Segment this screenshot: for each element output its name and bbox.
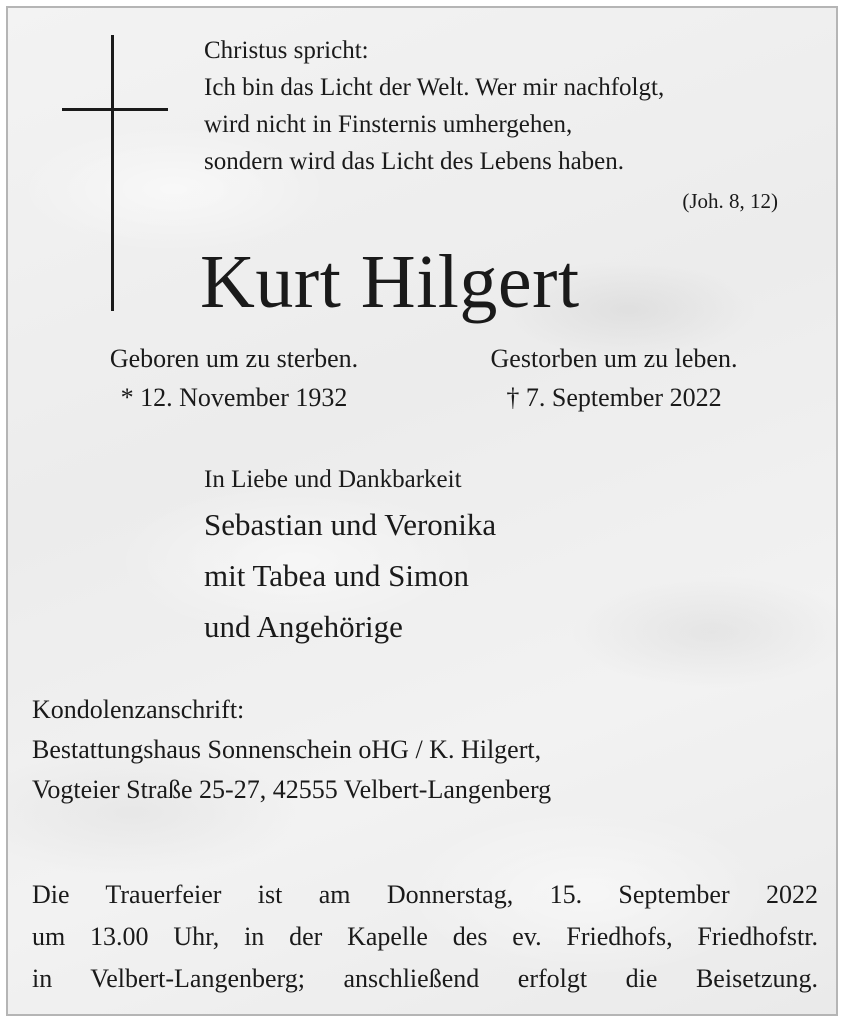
- verse-line: wird nicht in Finsternis umhergehen,: [204, 111, 573, 138]
- obituary-notice: [6, 6, 838, 1016]
- cross-horizontal-beam: [62, 108, 168, 111]
- condolence-line: Vogteier Straße 25-27, 42555 Velbert-Langenberg: [32, 775, 552, 804]
- verse-line: Ich bin das Licht der Welt. Wer mir nachfolgt,: [204, 74, 665, 101]
- deceased-name: Kurt Hilgert: [200, 240, 580, 324]
- ceremony-line: Die Trauerfeier ist am Donnerstag, 15. September 2022: [32, 880, 818, 909]
- ceremony-line: in Velbert-Langenberg; anschließend erfolgt die Beisetzung.: [32, 964, 818, 993]
- birth-block: [64, 339, 404, 417]
- funeral-ceremony-info: [32, 874, 818, 1000]
- condolence-address: [32, 690, 822, 810]
- mourners-line: Sebastian und Veronika: [204, 507, 497, 542]
- condolence-line: Bestattungshaus Sonnenschein oHG / K. Hilgert,: [32, 735, 542, 764]
- cross-icon: [62, 35, 168, 311]
- verse-line: Christus spricht:: [204, 37, 369, 64]
- death-motto: Gestorben um zu leben.: [490, 344, 738, 373]
- verse-reference: (Joh. 8, 12): [682, 189, 778, 213]
- mourners-block: [204, 461, 804, 652]
- verse-line: sondern wird das Licht des Lebens haben.: [204, 148, 625, 175]
- birth-date: * 12. November 1932: [120, 383, 348, 412]
- death-date: † 7. September 2022: [506, 383, 722, 412]
- mourners-line: mit Tabea und Simon: [204, 558, 470, 593]
- birth-motto: Geboren um zu sterben.: [109, 344, 359, 373]
- cross-vertical-beam: [111, 35, 114, 311]
- ceremony-line: um 13.00 Uhr, in der Kapelle des ev. Friedhofs, Friedhofstr.: [32, 922, 818, 951]
- condolence-heading: Kondolenzanschrift:: [32, 695, 245, 724]
- mourners-intro: In Liebe und Dankbarkeit: [204, 466, 462, 493]
- death-block: [444, 339, 784, 417]
- mourners-line: und Angehörige: [204, 609, 403, 644]
- bible-verse: [204, 32, 784, 180]
